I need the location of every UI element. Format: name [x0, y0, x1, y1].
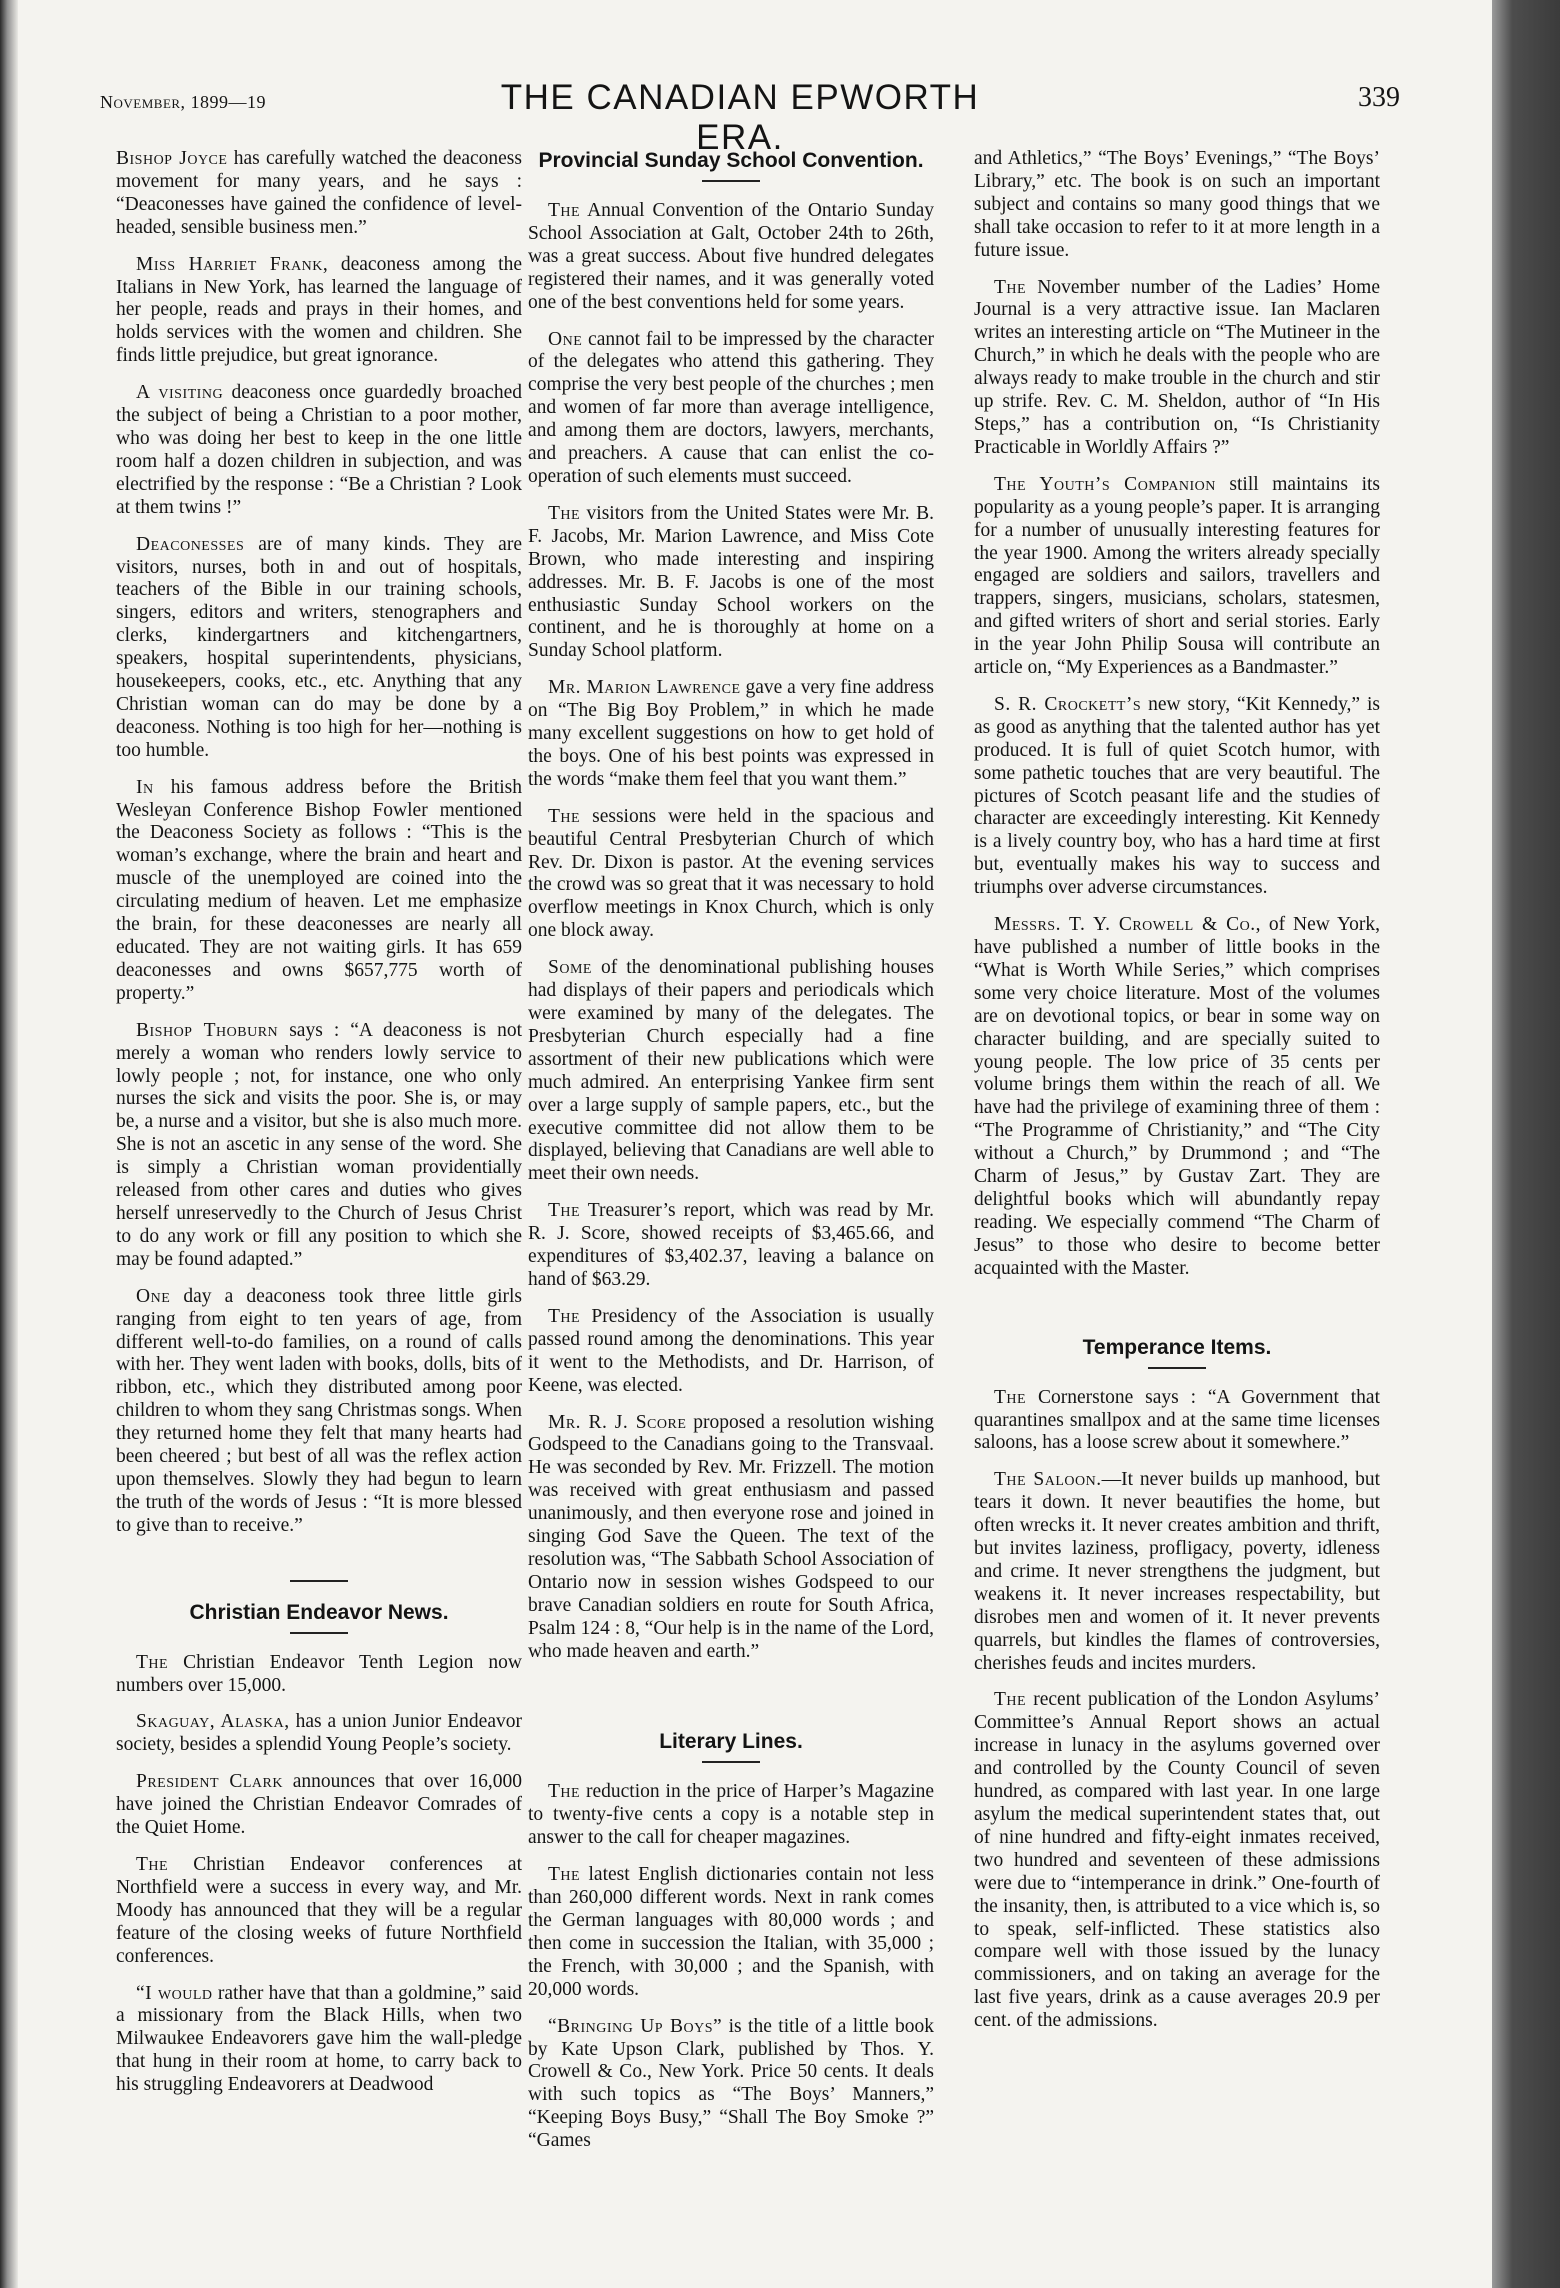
lead-words: “I would [136, 1982, 213, 2004]
lead-words: Mr. R. J. Score [548, 1411, 687, 1433]
paragraph [528, 200, 934, 315]
section-heading: Christian Endeavor News. [189, 1600, 449, 1624]
lead-words: The [548, 200, 581, 221]
lead-words: S. R. Crockett’s [994, 693, 1142, 715]
section-heading: Provincial Sunday School Convention. [538, 149, 924, 172]
paragraph [528, 1781, 934, 1850]
paragraph-text: day a deaconess took three little girls ranging from eight to ten years of age, from different well-to-do families, on a round of calls with her. They went laden with books, dolls, bits of ribbon, etc., which they distributed among poor children to whom they sang Christmas songs. When they returned home they felt that many hearts had been cheered ; but best of all was the reflex action upon themselves. Slowly they had begun to learn the truth of the words of Jesus : “It is more blessed to give than to receive.” [116, 1285, 522, 1536]
paragraph-text: of New York, have published a number of little books in the “What is Worth While Series,” which comprises some very choice literature. Most of the volumes are on devotional topics, or bear in some way on character building, and are specially suited to young people. The low price of 35 cents per volume brings them within the reach of all. We have had the privilege of examining three of them : “The Programme of Christianity,” and “The City without a Church,” by Drummond ; and “The Charm of Jesus,” by Gustav Zart. They are delightful books which will abundantly repay reading. We especially commend “The Charm of Jesus” to those who desire to become better acquainted with the Master. [974, 914, 1380, 1279]
section-rule [1148, 1367, 1206, 1369]
paragraph-text: Treasurer’s report, which was read by Mr. R. J. Score, showed receipts of $3,465.66, and expenditures of $3,402.37, leaving a balance on hand of $63.29. [528, 1200, 934, 1290]
page-number: 339 [1358, 82, 1400, 113]
paragraph [116, 1771, 522, 1840]
paragraph-text: Cornerstone says : “A Government that quarantines smallpox and at the same time licenses saloons, has a loose screw about it somewhere.” [974, 1386, 1380, 1454]
paragraph-text: has carefully watched the deaconess movement for many years, and he says : “Deaconesses have gained the confidence of level-headed, sensible business men.” [116, 148, 522, 238]
paragraph [528, 1864, 934, 2001]
issue-date: November, 1899—19 [100, 92, 267, 112]
paragraph [116, 1854, 522, 1969]
paragraph [974, 914, 1380, 1281]
paragraph-text: deaconess among the Italians in New York, has learned the language of her people, reads and prays in their homes, and holds services with the women and children. She finds little prejudice, but great ignorance. [116, 253, 522, 367]
paragraph-text: has a union Junior Endeavor society, besides a splendid Young People’s society. [116, 1711, 522, 1756]
paragraph [974, 694, 1380, 900]
paragraph-text: is the title of a little book by Kate Upson Clark, published by Thos. Y. Crowell & Co., New York. Price 50 cents. It deals with such topics as “The Boys’ Manners,” “Keeping Boys Busy,” “Shall The Boy Smoke ?” “Games [528, 2015, 934, 2152]
paragraph-text: announces that over 16,000 have joined the Christian Endeavor Comrades of the Quiet Home. [116, 1771, 522, 1839]
paragraph [116, 534, 522, 763]
paragraph-text: gave a very fine address on “The Big Boy Problem,” in which he made many excellent suggestions on how to get hold of the boys. One of his best points was expressed in the words “make them feel that you want them.” [528, 677, 934, 790]
paragraph-text: —It never builds up manhood, but tears it down. It never beautifies the home, but often wrecks it. It never creates ambition and thrift, but invites laziness, profligacy, poverty, idleness and crime. It never strengthens the judgment, but weakens it. It never increases respectability, but disrobes men and women of it. It never prevents quarrels, but kindles the flames of controversies, cherishes feuds and incites murders. [974, 1469, 1380, 1674]
lead-words: The [548, 502, 581, 524]
paragraph [116, 1652, 522, 1698]
lead-words: Bishop Joyce [116, 148, 228, 169]
lead-words: The [136, 1651, 169, 1673]
section-rule [290, 1580, 348, 1582]
paragraph [974, 1387, 1380, 1456]
paragraph-text: are of many kinds. They are visitors, nurses, both in and out of hospitals, teachers of the Bible in our training schools, singers, editors and writers, stenographers and clerks, kindergartners and kitchengartners, speakers, hospital superintendents, physicians, housekeepers, cooks, etc., etc. Anything that any Christian woman can do may be done by a deaconess. Nothing is too high for her—nothing is too humble. [116, 533, 522, 761]
paragraph-text: visitors from the United States were Mr. B. F. Jacobs, Mr. Marion Lawrence, and Miss Cote Brown, who made interesting and inspiring addresses. Mr. B. F. Jacobs is one of the most enthusiastic Sunday School workers on the continent, and he is thoroughly at home on a Sunday School platform. [528, 502, 934, 662]
lead-words: One [548, 328, 583, 350]
paragraph [528, 503, 934, 663]
paragraph-text: proposed a resolution wishing Godspeed to the Canadians going to the Transvaal. He was seconded by Rev. Mr. Frizzell. The motion was received with great enthusiasm and passed unanimously, and then everyone rose and joined in singing God Save the Queen. The text of the resolution was, “The Sabbath School Association of Ontario now in session wishes Godspeed to our brave Canadian soldiers en route for South Africa, Psalm 124 : 8, “Our help is in the name of the Lord, who made heaven and earth.” [528, 1411, 934, 1662]
paragraph-text: sessions were held in the spacious and beautiful Central Presbyterian Church of which Rev. Dr. Dixon is pastor. At the evening services the crowd was so great that it was necessary to hold overflow meetings in Knox Church, which is only one block away. [528, 805, 934, 942]
lead-words: The Youth’s Companion [994, 473, 1216, 495]
paragraph-text: rather have that than a goldmine,” said a missionary from the Black Hills, when two Milwaukee Endeavorers gave him the wall-pledge that hung in their room at home, to carry back to his struggling Endeavorers at Deadwood [116, 1982, 522, 2096]
paragraph-text: and Athletics,” “The Boys’ Evenings,” “The Boys’ Library,” etc. The book is on such an important subject and contains so many good things that we shall take occasion to refer to it at more length in a future issue. [974, 148, 1380, 261]
page-header [100, 78, 1400, 157]
lead-words: The [548, 1200, 581, 1222]
paragraph [974, 277, 1380, 460]
page-binding-edge [0, 0, 18, 2288]
paragraph [528, 1200, 934, 1292]
paragraph-text: November number of the Ladies’ Home Journal is a very attractive issue. Ian Maclaren writes an interesting article on “The Mutineer in the Church,” in which he deals with the people who are always ready to make trouble in the church and stir up strife. Rev. C. M. Sheldon, author of “In His Steps,” has a contribution on, “Is Christianity Practicable in Worldly Affairs ?” [974, 276, 1380, 458]
lead-words: The [994, 1386, 1027, 1408]
lead-words: The [548, 805, 581, 827]
paragraph [116, 1286, 522, 1538]
lead-words: In [136, 776, 154, 798]
column-3 [974, 148, 1380, 2047]
paragraph [116, 1983, 522, 2098]
paragraph-text: latest English dictionaries contain not less than 260,000 different words. Next in rank comes the German languages with 80,000 words ; and then come in succession the Italian, with 35,000 ; the French, with 30,000 ; and the Spanish, with 20,000 words. [528, 1864, 934, 2000]
section-heading: Literary Lines. [659, 1730, 803, 1754]
paragraph-text: Annual Convention of the Ontario Sunday School Association at Galt, October 24th to 26th, was a great success. About five hundred delegates registered their names, and it was generally voted one of the best conventions held for some years. [528, 200, 934, 313]
paragraph [116, 1020, 522, 1272]
lead-words: Bishop Thoburn [136, 1019, 279, 1041]
lead-words: The [136, 1854, 169, 1875]
lead-words: Miss Harriet Frank, [136, 253, 329, 275]
paragraph [528, 1412, 934, 1664]
paragraph-text: deaconess once guardedly broached the subject of being a Christian to a poor mother, who was doing her best to keep in the one little room half a dozen children in subjection, and was electrified by the response : “Be a Christian ? Look at them twins !” [116, 382, 522, 518]
paragraph [974, 474, 1380, 680]
page-shadow [1492, 0, 1560, 2288]
paragraph-text: Christian Endeavor conferences at Northfield were a success in every way, and Mr. Moody has announced that they will be a regular feature of the closing weeks of future Northfield conferences. [116, 1854, 522, 1967]
lead-words: Deaconesses [136, 533, 245, 555]
paragraph [116, 382, 522, 519]
lead-words: Messrs. T. Y. Crowell & Co., [994, 914, 1261, 936]
paragraph-text: cannot fail to be impressed by the character of the delegates who attend this gathering. They comprise the very best people of the churches ; men and women of far more than average intelligence, and among them are doctors, lawyers, merchants, and preachers. A cause that can enlist the co-operation of such elements must succeed. [528, 328, 934, 487]
lead-words: The [994, 276, 1027, 298]
lead-words: Skaguay, Alaska, [136, 1711, 290, 1733]
column-2 [528, 148, 934, 2167]
lead-words: Some [548, 957, 592, 979]
paragraph [974, 1689, 1380, 2033]
paragraph-text: recent publication of the London Asylums’ Committee’s Annual Report shows an actual increase in lunacy in the asylums governed over and controlled by the County Council of seven hundred, as compared with last year. In one large asylum the medical superintendent states that, out of nine hundred and fifty-eight inmates received, two hundred and seventeen of these admissions were due to “intemperance in drink.” One-fourth of the insanity, then, is attributed to a vice which is, so to speak, self-inflicted. These statistics also compare well with those issued by the lunacy commissioners, and on taking an average for the last five years, drink as a cause averages 20.9 per cent. of the admissions. [974, 1689, 1380, 2032]
lead-words: President Clark [136, 1771, 283, 1793]
paragraph [528, 1306, 934, 1398]
paragraph-text: Christian Endeavor Tenth Legion now numbers over 15,000. [116, 1651, 522, 1696]
paragraph [116, 777, 522, 1006]
lead-words: The [548, 1864, 581, 1886]
paragraph-text: says : “A deaconess is not merely a woman who renders lowly service to lowly people ; not, for instance, one who only nurses the sick and visits the poor. She is, or may be, a nurse and a visitor, but she is also much more. She is not an ascetic in any sense of the word. She is simply a Christian woman providentially released from other cares and duties who gives herself unreservedly to the Church of Jesus Christ to do any work or fill any position to which she may be found adapted.” [116, 1019, 522, 1270]
paragraph [116, 1711, 522, 1757]
paragraph [528, 957, 934, 1186]
section-heading: Temperance Items. [1082, 1335, 1272, 1359]
paragraph [974, 148, 1380, 263]
paragraph [528, 2016, 934, 2153]
paragraph-text: of the denominational publishing houses had displays of their papers and periodicals which were examined by many of the delegates. The Presbyterian Church especially had a fine assortment of their new publications which were much admired. An enterprising Yankee firm sent over a large supply of sample papers, etc., but the executive committee did not allow them to be displayed, believing that Canadians are well able to meet their own needs. [528, 957, 934, 1185]
paragraph [528, 677, 934, 792]
paragraph-text: still maintains its popularity as a young people’s paper. It is arranging for a number of unusually interesting features for the year 1900. Among the writers already specially engaged are soldiers and sailors, travellers and trappers, singers, musicians, scholars, statesmen, and gifted writers of short and serial stories. Early in the year John Philip Sousa will contribute an article on, “My Experiences as a Bandmaster.” [974, 473, 1380, 679]
lead-words: One [136, 1285, 171, 1307]
lead-words: The [994, 1689, 1027, 1711]
paragraph [528, 806, 934, 943]
paragraph [116, 254, 522, 369]
section-rule [702, 180, 760, 182]
section-rule [290, 1632, 348, 1634]
lead-words: “Bringing Up Boys” [548, 2015, 723, 2037]
lead-words: The [548, 1781, 581, 1803]
paragraph [528, 329, 934, 489]
column-1 [116, 148, 522, 2111]
lead-words: A visiting [136, 382, 224, 404]
lead-words: The Saloon. [994, 1469, 1102, 1491]
paragraph [116, 148, 522, 240]
paragraph-text: his famous address before the British Wesleyan Conference Bishop Fowler mentioned the Deaconess Society as follows : “This is the woman’s exchange, where the brain and heart and muscle of the unemployed are coined into the circulating medium of heaven. Let me emphasize the brain, for these deaconesses are nearly all educated. They are not waiting girls. It has 659 deaconesses and owns $657,775 worth of property.” [116, 776, 522, 1004]
section-rule [702, 1761, 760, 1763]
paragraph-text: new story, “Kit Kennedy,” is as good as anything that the talented author has yet produced. It is full of quiet Scotch humor, with some pathetic touches that are very beautiful. The pictures of Scotch peasant life and the studies of character are exceedingly interesting. Kit Kennedy is a lively country boy, who has a hard time at first but, eventually makes his way to success and triumphs over adverse circumstances. [974, 693, 1380, 899]
paragraph-text: Presidency of the Association is usually passed round among the denominations. This year it went to the Methodists, and Dr. Harrison, of Keene, was elected. [528, 1305, 934, 1396]
masthead-title: THE CANADIAN EPWORTH ERA. [500, 78, 980, 157]
paragraph [974, 1469, 1380, 1675]
paragraph-text: reduction in the price of Harper’s Magazine to twenty-five cents a copy is a notable step in answer to the call for cheaper magazines. [528, 1781, 934, 1849]
lead-words: The [548, 1305, 581, 1327]
lead-words: Mr. Marion Lawrence [548, 677, 741, 699]
